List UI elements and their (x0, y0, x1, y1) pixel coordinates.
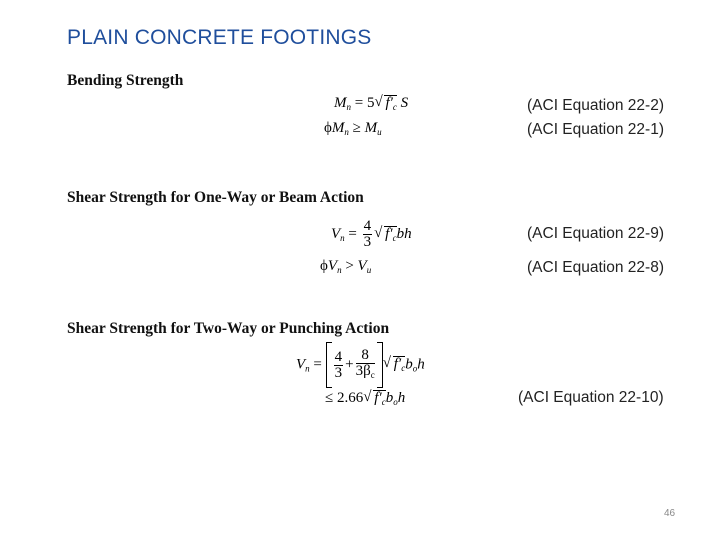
equation-ref-22-9: (ACI Equation 22-9) (527, 225, 664, 242)
page-number: 46 (664, 508, 676, 519)
equation-bending-moment: $M_n = 5$ √ $f'_c$ S (334, 95, 408, 115)
equation-one-way-design: $\phi V_n > V_u$ (320, 258, 372, 275)
section-heading-two-way-shear: Shear Strength for Two-Way or Punching Action (67, 320, 390, 337)
section-heading-one-way-shear: Shear Strength for One-Way or Beam Action (67, 189, 364, 206)
equation-ref-22-2: (ACI Equation 22-2) (527, 97, 664, 114)
equation-ref-22-1: (ACI Equation 22-1) (527, 121, 664, 138)
equation-ref-22-8: (ACI Equation 22-8) (527, 259, 664, 276)
equation-two-way-shear: $V_n$ = $\frac{4}{3}$ + $\frac{8}{3\beta_c}$ √ $f'_cb_oh$ (296, 342, 425, 388)
equation-bending-design: $\phi M_n \ge M_u$ (324, 120, 382, 137)
slide-title: PLAIN CONCRETE FOOTINGS (67, 26, 372, 49)
equation-ref-22-10: (ACI Equation 22-10) (518, 389, 664, 406)
equation-two-way-limit: ≤ 2.66 √ $f'_cb_oh$ (325, 390, 405, 410)
equation-one-way-shear: $V_n$ = $\frac{4}{3}$ √ $f'_cbh$ (331, 218, 412, 250)
section-heading-bending: Bending Strength (67, 72, 184, 89)
